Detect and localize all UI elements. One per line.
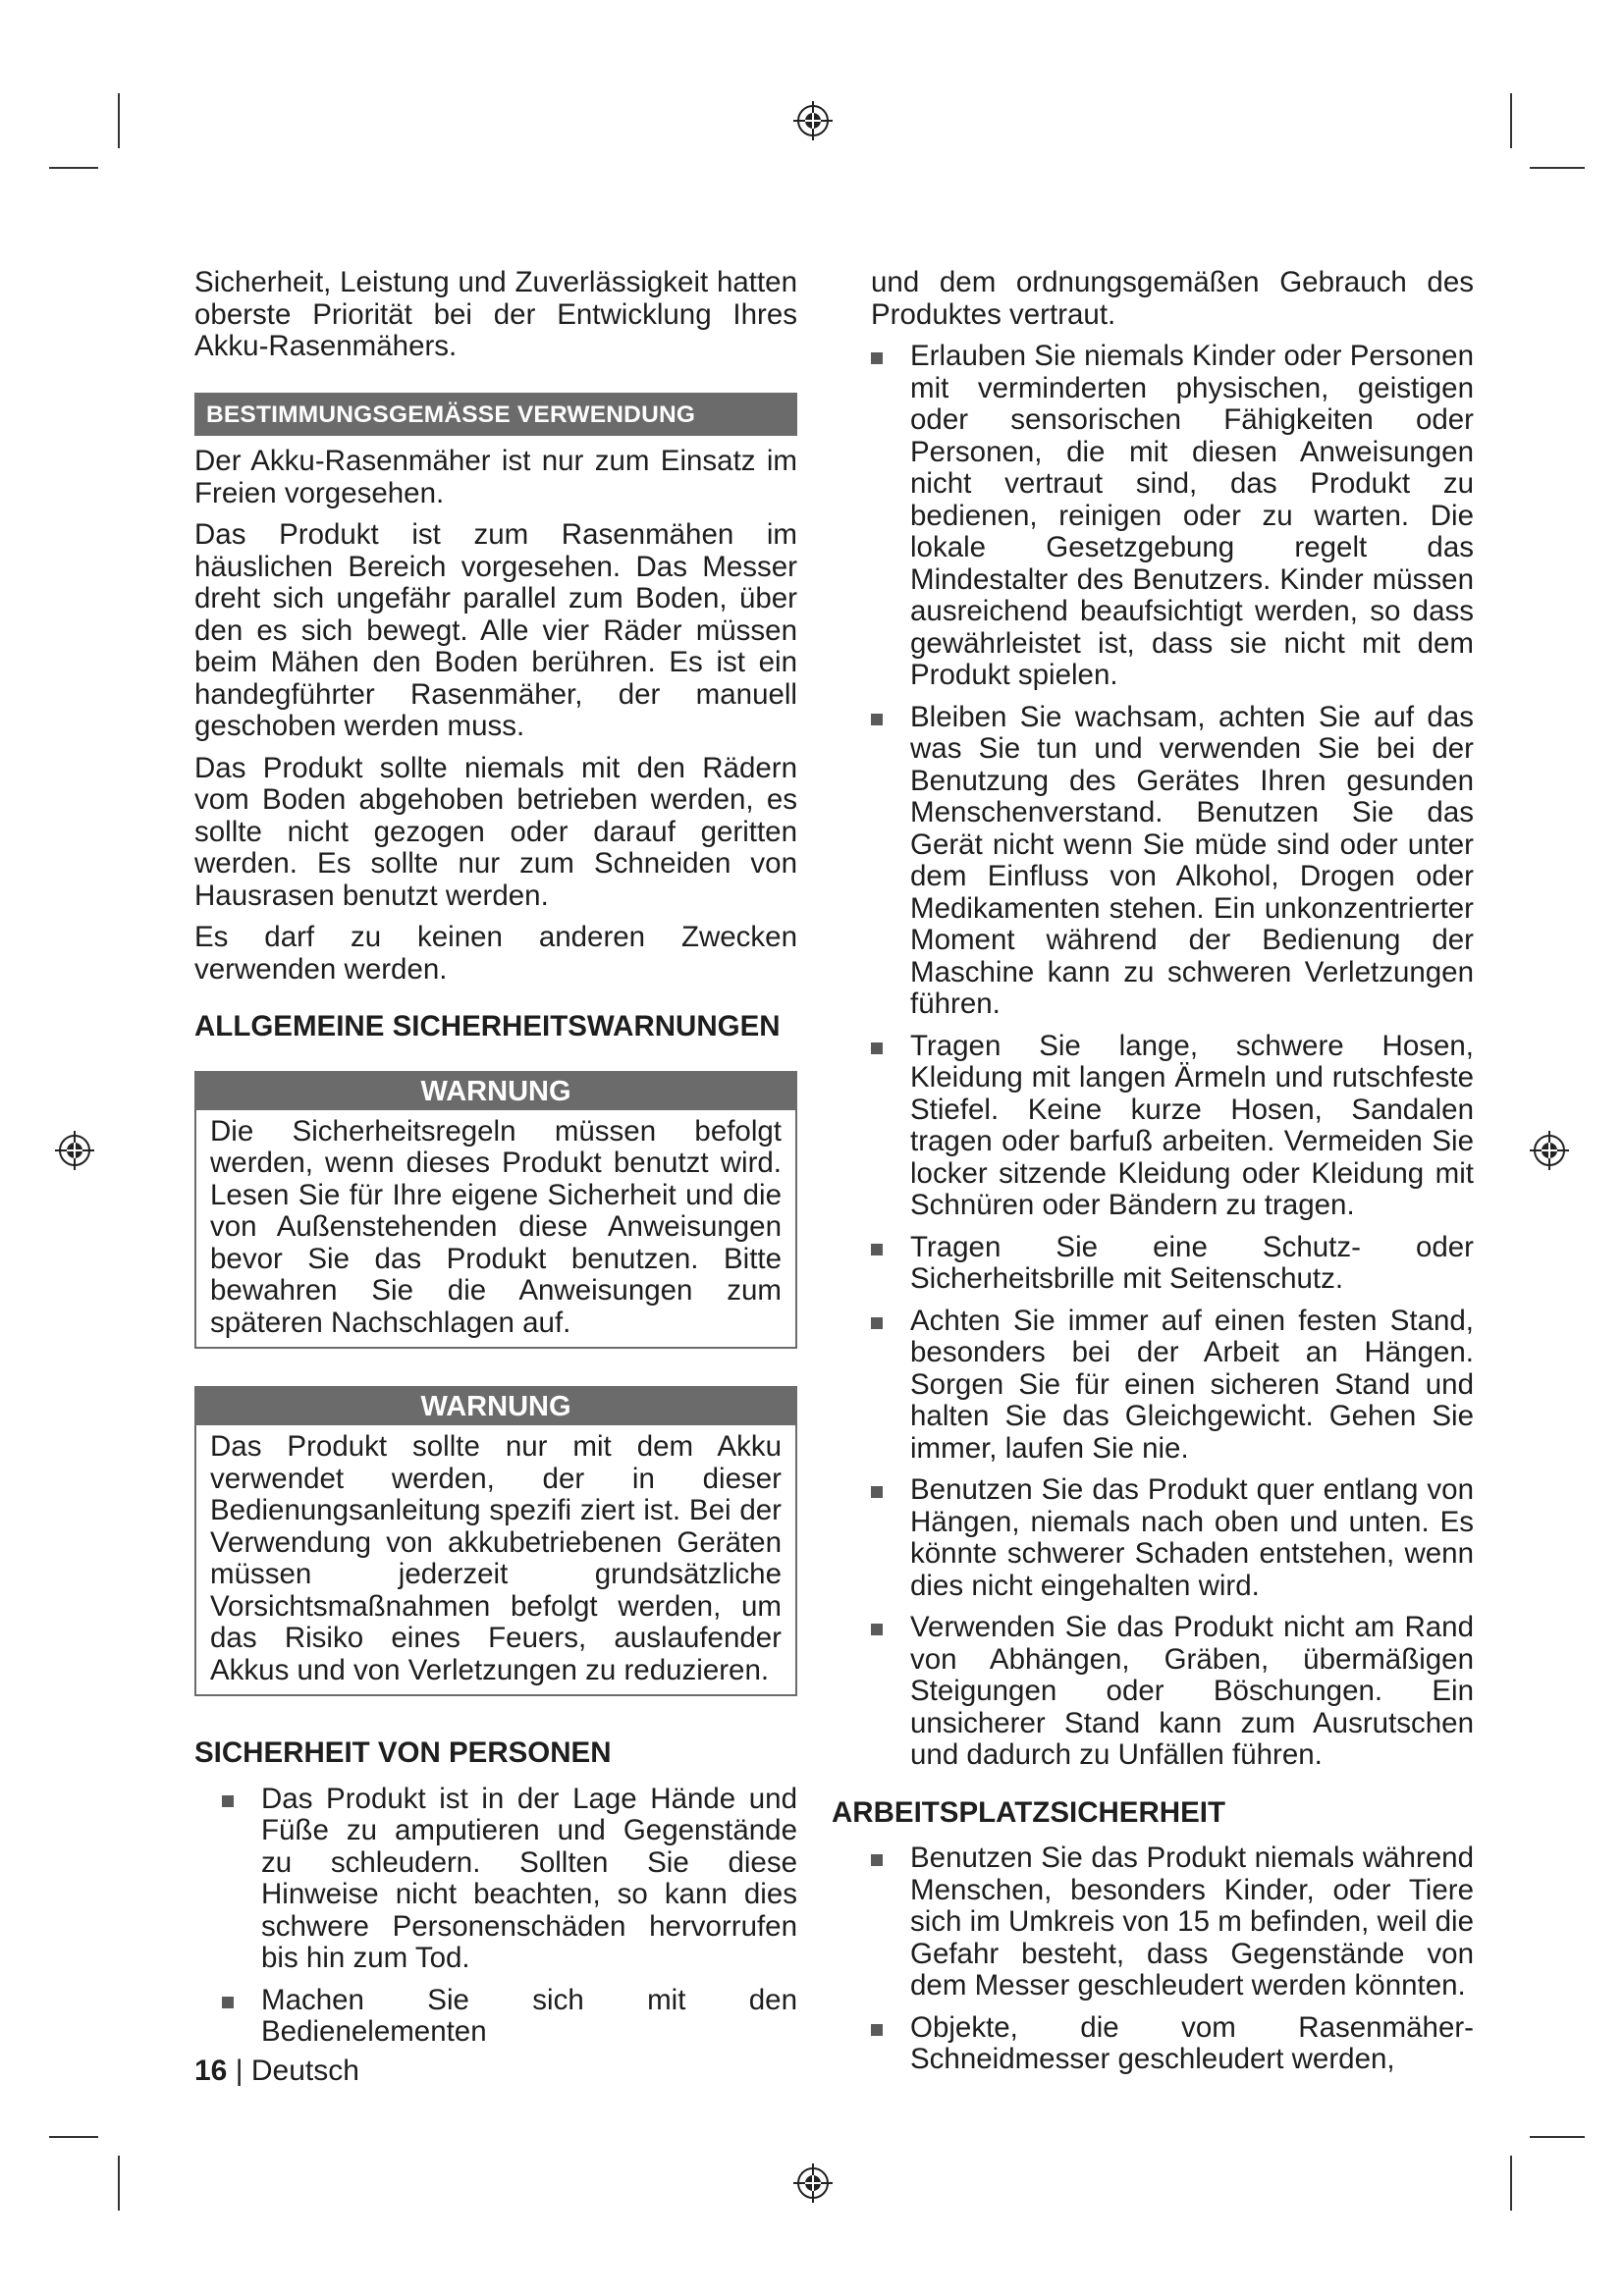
crop-mark	[1510, 93, 1512, 148]
intro-paragraph: Sicherheit, Leistung und Zuverlässigkeit hatten oberste Priorität bei der Entwicklung Ihres Akku-Rasenmähers.	[194, 266, 797, 362]
list-item: Bleiben Sie wachsam, achten Sie auf das was Sie tun und verwenden Sie bei der Benutzung des Gerätes Ihren gesunden Menschenverstand. Benutzen Sie das Gerät nicht wenn Sie müde sind oder unter dem Einfluss von Alkohol, Drogen oder Medikamenten stehen. Ein unkonzentrierter Moment während der Bedienung der Maschine kann zu schweren Verletzungen führen.	[871, 702, 1474, 1021]
warning-text: Die Sicherheitsregeln müssen befolgt werden, wenn dieses Produkt benutzt wird. Lesen Sie für Ihre eigene Sicherheit und die von Außenstehenden diese Anweisungen bevor Sie das Produkt benutzen. Bitte bewahren Sie die Anweisungen zum späteren Nachschlagen auf.	[210, 1114, 782, 1339]
list-item: Verwenden Sie das Produkt nicht am Rand von Abhängen, Gräben, übermäßigen Steigungen oder Böschungen. Ein unsicherer Stand kann zum Ausrutschen und dadurch zu Unfällen führen.	[871, 1612, 1474, 1772]
crop-mark	[1530, 2136, 1585, 2138]
warning-title: WARNUNG	[196, 1388, 795, 1425]
bullet-square-icon	[222, 1795, 234, 1807]
bullet-square-icon	[871, 1317, 883, 1329]
registration-mark-icon	[791, 99, 835, 142]
warning-title: WARNUNG	[196, 1073, 795, 1110]
registration-mark-icon	[53, 1129, 96, 1172]
use-paragraph: Das Produkt ist zum Rasenmähen im häuslichen Bereich vorgesehen. Das Messer dreht sich ungefähr parallel zum Boden, über den es sich bewegt. Alle vier Räder müssen beim Mähen den Boden berühren. Es ist ein handegführter Rasenmäher, der manuell geschoben werden muss.	[194, 518, 797, 742]
list-item: Das Produkt ist in der Lage Hände und Füße zu amputieren und Gegenstände zu schleudern. Sollten Sie diese Hinweise nicht beachten, so kann dies schwere Personenschäden hervorrufen bis hin zum Tod.	[222, 1784, 797, 1975]
list-item: Tragen Sie lange, schwere Hosen, Kleidung mit langen Ärmeln und rutschfeste Stiefel. Keine kurze Hosen, Sandalen tragen oder barfuß arbeiten. Vermeiden Sie locker sitzende Kleidung oder Kleidung mit Schnüren oder Bändern zu tragen.	[871, 1031, 1474, 1222]
bullet-square-icon	[222, 1997, 234, 2008]
bullet-square-icon	[871, 714, 883, 725]
crop-mark	[49, 2136, 98, 2138]
personal-safety-list	[222, 1784, 797, 2049]
use-paragraph: Der Akku-Rasenmäher ist nur zum Einsatz im Freien vorgesehen.	[194, 445, 797, 509]
section-band-intended-use: BESTIMMUNGSGEMÄSSE VERWENDUNG	[194, 393, 797, 437]
use-paragraph: Es darf zu keinen anderen Zwecken verwenden werden.	[194, 921, 797, 986]
crop-mark	[118, 2156, 120, 2211]
bullet-square-icon	[871, 1486, 883, 1498]
crop-mark	[118, 93, 120, 148]
list-item: Objekte, die vom Rasenmäher-Schneidmesser geschleudert werden,	[871, 2012, 1474, 2076]
bullet-square-icon	[871, 1624, 883, 1635]
list-item: Erlauben Sie niemals Kinder oder Personen mit verminderten physischen, geistigen oder sensorischen Fähigkeiten oder Personen, die mit diesen Anweisungen nicht vertraut sind, das Produkt zu bedienen, reinigen oder zu warten. Die lokale Gesetzgebung regelt das Mindestalter des Benutzers. Kinder müssen ausreichend beaufsichtigt werden, so dass gewährleistet ist, dass sie nicht mit dem Produkt spielen.	[871, 341, 1474, 692]
right-column	[832, 266, 1474, 2086]
list-item: Machen Sie sich mit den Bedienelementen	[222, 1985, 797, 2049]
warning-text: Das Produkt sollte nur mit dem Akku verwendet werden, der in dieser Bedienungsanleitung spezifi ziert ist. Bei der Verwendung von akkubetriebenen Geräten müssen jederzeit grundsätzliche Vorsichtsmaßnahmen befolgt werden, um das Risiko eines Feuers, auslaufender Akkus und von Verletzungen zu reduzieren.	[210, 1430, 782, 1686]
bullet-square-icon	[871, 352, 883, 364]
general-safety-heading: ALLGEMEINE SICHERHEITSWARNUNGEN	[194, 1010, 781, 1042]
bullet-square-icon	[871, 1042, 883, 1054]
crop-mark	[49, 167, 98, 169]
list-item: Benutzen Sie das Produkt niemals während Menschen, besonders Kinder, oder Tiere sich im Umkreis von 15 m befinden, weil die Gefahr besteht, dass Gegenstände von dem Messer geschleudert werden könnten.	[871, 1842, 1474, 2002]
workplace-safety-heading: ARBEITSPLATZSICHERHEIT	[832, 1795, 1225, 1829]
list-item: Benutzen Sie das Produkt quer entlang von Hängen, niemals nach oben und unten. Es könnte schwerer Schaden entstehen, wenn dies nicht eingehalten wird.	[871, 1474, 1474, 1602]
safety-list	[871, 341, 1474, 1772]
footer-language: Deutsch	[250, 2055, 359, 2087]
use-paragraph: Das Produkt sollte niemals mit den Rädern vom Boden abgehoben betrieben werden, es sollte nicht gezogen oder darauf geritten werden. Es sollte nur zum Schneiden von Hausrasen benutzt werden.	[194, 751, 797, 912]
bullet-square-icon	[871, 1854, 883, 1866]
page-number: 16	[194, 2055, 228, 2087]
left-column	[194, 267, 797, 2058]
footer-separator: |	[235, 2055, 244, 2087]
continuation-paragraph: und dem ordnungsgemäßen Gebrauch des Produktes vertraut.	[871, 266, 1474, 331]
workplace-safety-list	[871, 1842, 1474, 2076]
registration-mark-icon	[791, 2162, 835, 2205]
page-footer	[194, 2055, 359, 2088]
crop-mark	[1530, 167, 1585, 169]
bullet-square-icon	[871, 1244, 883, 1255]
warning-box	[194, 1071, 797, 1350]
warning-box	[194, 1386, 797, 1696]
bullet-square-icon	[871, 2024, 883, 2036]
list-item: Achten Sie immer auf einen festen Stand, besonders bei der Arbeit an Hängen. Sorgen Sie für einen sicheren Stand und halten Sie das Gleichgewicht. Gehen Sie immer, laufen Sie nie.	[871, 1306, 1474, 1466]
list-item: Tragen Sie eine Schutz- oder Sicherheitsbrille mit Seitenschutz.	[871, 1232, 1474, 1296]
registration-mark-icon	[1528, 1129, 1571, 1172]
crop-mark	[1510, 2156, 1512, 2211]
personal-safety-heading: SICHERHEIT VON PERSONEN	[194, 1736, 612, 1769]
